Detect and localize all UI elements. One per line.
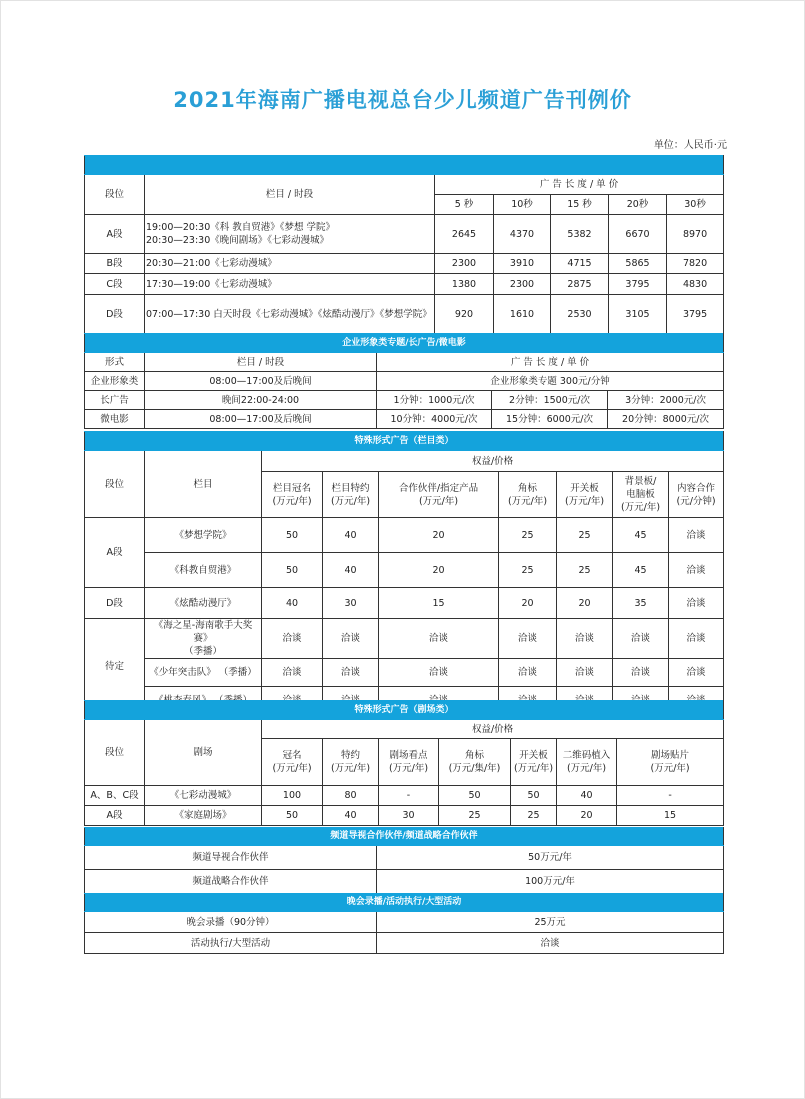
header-length: 广 告 长 度 / 单 价 bbox=[377, 353, 724, 372]
value-cell: 50 bbox=[439, 786, 511, 806]
value-cell: 30 bbox=[379, 806, 439, 826]
header-segment: 段位 bbox=[85, 720, 145, 786]
value-cell: 洽谈 bbox=[669, 518, 724, 553]
header-col: 合作伙伴/指定产品 (万元/年) bbox=[379, 472, 499, 518]
value-cell: 洽谈 bbox=[379, 619, 499, 659]
price-cell: 3795 bbox=[609, 274, 667, 295]
table-row bbox=[85, 410, 724, 429]
value-cell: 洽谈 bbox=[557, 659, 613, 687]
header-col: 冠名 (万元/年) bbox=[262, 739, 323, 786]
label-cell: 频道战略合作伙伴 bbox=[85, 870, 377, 894]
price-cell: 1380 bbox=[435, 274, 494, 295]
value-cell: 20 bbox=[557, 806, 617, 826]
header-col: 剧场看点 (万元/年) bbox=[379, 739, 439, 786]
table-row bbox=[85, 518, 724, 553]
value-cell: 洽谈 bbox=[669, 619, 724, 659]
header-segment: 段位 bbox=[85, 175, 145, 215]
section-band: 晚会录播/活动执行/大型活动 bbox=[85, 894, 724, 912]
segment-cell: A段 bbox=[85, 215, 145, 254]
section-band: 企业形象类专题/长广告/微电影 bbox=[85, 334, 724, 353]
value-cell: 洽谈 bbox=[499, 619, 557, 659]
header-duration: 10秒 bbox=[494, 195, 551, 215]
time-cell: 晚间22:00-24:00 bbox=[145, 391, 377, 410]
value-cell: 25 bbox=[499, 518, 557, 553]
segment-cell: D段 bbox=[85, 295, 145, 334]
value-cell: 100万元/年 bbox=[377, 870, 724, 894]
header-duration: 15 秒 bbox=[551, 195, 609, 215]
value-cell: 25 bbox=[499, 553, 557, 588]
table-row bbox=[85, 619, 724, 659]
header-rights: 权益/价格 bbox=[262, 451, 724, 472]
value-cell: 80 bbox=[323, 786, 379, 806]
table-row bbox=[85, 254, 724, 274]
header-col: 背景板/ 电脑板 (万元/年) bbox=[613, 472, 669, 518]
price-cell: 2530 bbox=[551, 295, 609, 334]
events-table bbox=[84, 893, 724, 954]
value-cell: 15 bbox=[379, 588, 499, 619]
table-row bbox=[85, 846, 724, 870]
table-row bbox=[85, 659, 724, 687]
price-cell: 10分钟：4000元/次 bbox=[377, 410, 492, 429]
value-cell: 洽谈 bbox=[262, 659, 323, 687]
value-cell: 50 bbox=[262, 518, 323, 553]
value-cell: 洽谈 bbox=[557, 619, 613, 659]
value-cell: 25万元 bbox=[377, 912, 724, 933]
table-row bbox=[85, 553, 724, 588]
section-band: 特殊形式广告（栏目类） bbox=[85, 432, 724, 451]
table-row bbox=[85, 806, 724, 826]
price-cell: 1610 bbox=[494, 295, 551, 334]
program-cell: 《少年突击队》 （季播） bbox=[145, 659, 262, 687]
value-cell: 40 bbox=[323, 553, 379, 588]
program-line: 20:30—23:30《晚间剧场》《七彩动漫城》 bbox=[146, 235, 330, 246]
value-cell: 洽谈 bbox=[379, 659, 499, 687]
form-cell: 企业形象类 bbox=[85, 372, 145, 391]
value-cell: 100 bbox=[262, 786, 323, 806]
currency-unit: 单位：人民币·元 bbox=[653, 140, 727, 151]
value-cell: 25 bbox=[557, 553, 613, 588]
label-cell: 晚会录播（90分钟） bbox=[85, 912, 377, 933]
program-cell: 《科教自贸港》 bbox=[145, 553, 262, 588]
time-cell: 08:00—17:00及后晚间 bbox=[145, 410, 377, 429]
special-program-ads-table bbox=[84, 431, 724, 715]
section-band bbox=[85, 156, 724, 175]
price-cell: 920 bbox=[435, 295, 494, 334]
price-cell: 5865 bbox=[609, 254, 667, 274]
time-cell: 08:00—17:00及后晚间 bbox=[145, 372, 377, 391]
table-row bbox=[85, 588, 724, 619]
value-cell: - bbox=[379, 786, 439, 806]
header-program: 栏目 / 时段 bbox=[145, 353, 377, 372]
segment-cell: B段 bbox=[85, 254, 145, 274]
price-cell: 2300 bbox=[494, 274, 551, 295]
price-cell: 4370 bbox=[494, 215, 551, 254]
table-row bbox=[85, 274, 724, 295]
price-cell: 3105 bbox=[609, 295, 667, 334]
value-cell: 洽谈 bbox=[613, 659, 669, 687]
header-duration: 5 秒 bbox=[435, 195, 494, 215]
value-cell: 35 bbox=[613, 588, 669, 619]
header-col: 角标 (万元/年) bbox=[499, 472, 557, 518]
table-row bbox=[85, 372, 724, 391]
segment-cell: C段 bbox=[85, 274, 145, 295]
header-theater: 剧场 bbox=[145, 720, 262, 786]
table-row bbox=[85, 912, 724, 933]
value-cell: 洽谈 bbox=[669, 588, 724, 619]
program-cell: 17:30—19:00《七彩动漫城》 bbox=[145, 274, 435, 295]
price-cell: 2分钟：1500元/次 bbox=[492, 391, 608, 410]
value-cell: 40 bbox=[557, 786, 617, 806]
value-cell: 50 bbox=[262, 553, 323, 588]
theater-cell: 《家庭剧场》 bbox=[145, 806, 262, 826]
value-cell: 45 bbox=[613, 553, 669, 588]
header-program: 栏目 bbox=[145, 451, 262, 518]
form-cell: 长广告 bbox=[85, 391, 145, 410]
value-cell: 洽谈 bbox=[377, 933, 724, 954]
price-cell: 5382 bbox=[551, 215, 609, 254]
value-cell: 洽谈 bbox=[499, 659, 557, 687]
header-duration: 20秒 bbox=[609, 195, 667, 215]
value-cell: 25 bbox=[511, 806, 557, 826]
segment-cell: A、B、C段 bbox=[85, 786, 145, 806]
value-cell: 20 bbox=[499, 588, 557, 619]
label-cell: 频道导视合作伙伴 bbox=[85, 846, 377, 870]
value-cell: 洽谈 bbox=[669, 553, 724, 588]
value-cell: 40 bbox=[323, 518, 379, 553]
price-cell: 2875 bbox=[551, 274, 609, 295]
value-cell: 30 bbox=[323, 588, 379, 619]
header-col: 栏目冠名 (万元/年) bbox=[262, 472, 323, 518]
special-theater-ads-table bbox=[84, 700, 724, 826]
price-cell: 2300 bbox=[435, 254, 494, 274]
header-col: 剧场贴片 (万元/年) bbox=[617, 739, 724, 786]
value-cell: - bbox=[617, 786, 724, 806]
value-cell: 15 bbox=[617, 806, 724, 826]
price-cell: 3795 bbox=[667, 295, 724, 334]
header-col: 开关板 (万元/年) bbox=[557, 472, 613, 518]
table-row bbox=[85, 933, 724, 954]
form-cell: 微电影 bbox=[85, 410, 145, 429]
price-cell: 4715 bbox=[551, 254, 609, 274]
value-cell: 45 bbox=[613, 518, 669, 553]
table-row bbox=[85, 391, 724, 410]
program-cell: 20:30—21:00《七彩动漫城》 bbox=[145, 254, 435, 274]
table-row bbox=[85, 870, 724, 894]
value-cell: 洽谈 bbox=[669, 659, 724, 687]
value-cell: 50万元/年 bbox=[377, 846, 724, 870]
price-cell: 2645 bbox=[435, 215, 494, 254]
channel-partner-table bbox=[84, 827, 724, 894]
value-cell: 洽谈 bbox=[323, 659, 379, 687]
header-segment: 段位 bbox=[85, 451, 145, 518]
table-row bbox=[85, 295, 724, 334]
program-cell: 《梦想学院》 bbox=[145, 518, 262, 553]
theater-cell: 《七彩动漫城》 bbox=[145, 786, 262, 806]
label-cell: 活动执行/大型活动 bbox=[85, 933, 377, 954]
header-form: 形式 bbox=[85, 353, 145, 372]
value-cell: 洽谈 bbox=[262, 619, 323, 659]
price-cell: 1分钟：1000元/次 bbox=[377, 391, 492, 410]
value-cell: 20 bbox=[379, 553, 499, 588]
table-row bbox=[85, 215, 724, 254]
price-cell: 6670 bbox=[609, 215, 667, 254]
program-cell: 《海之星-海南歌手大奖赛》 （季播） bbox=[145, 619, 262, 659]
header-program: 栏目 / 时段 bbox=[145, 175, 435, 215]
segment-cell: A段 bbox=[85, 806, 145, 826]
value-cell: 50 bbox=[511, 786, 557, 806]
header-col: 开关板 (万元/年) bbox=[511, 739, 557, 786]
segment-cell: 待定 bbox=[85, 619, 145, 715]
segment-cell: A段 bbox=[85, 518, 145, 588]
header-col: 内容合作 (元/分钟) bbox=[669, 472, 724, 518]
value-cell: 洽谈 bbox=[613, 619, 669, 659]
price-cell: 20分钟：8000元/次 bbox=[608, 410, 724, 429]
header-duration: 30秒 bbox=[667, 195, 724, 215]
page-title: 2021年海南广播电视总台少儿频道广告刊例价 bbox=[173, 88, 632, 112]
value-cell: 20 bbox=[557, 588, 613, 619]
table-row bbox=[85, 786, 724, 806]
section-band: 特殊形式广告（剧场类） bbox=[85, 701, 724, 720]
price-cell: 3分钟：2000元/次 bbox=[608, 391, 724, 410]
regular-ads-table bbox=[84, 155, 724, 334]
program-cell: 07:00—17:30 白天时段《七彩动漫城》《炫酷动漫厅》《梦想学院》 bbox=[145, 295, 435, 334]
header-rights: 权益/价格 bbox=[262, 720, 724, 739]
price-cell: 15分钟：6000元/次 bbox=[492, 410, 608, 429]
value-cell: 洽谈 bbox=[323, 619, 379, 659]
price-cell: 7820 bbox=[667, 254, 724, 274]
value-cell: 20 bbox=[379, 518, 499, 553]
price-cell: 企业形象类专题 300元/分钟 bbox=[377, 372, 724, 391]
value-cell: 25 bbox=[557, 518, 613, 553]
program-line: 19:00—20:30《科 教自贸港》《梦想 学院》 bbox=[146, 222, 336, 233]
corporate-ads-table bbox=[84, 333, 724, 429]
section-band: 频道导视合作伙伴/频道战略合作伙伴 bbox=[85, 828, 724, 846]
value-cell: 50 bbox=[262, 806, 323, 826]
price-cell: 4830 bbox=[667, 274, 724, 295]
header-col: 特约 (万元/年) bbox=[323, 739, 379, 786]
price-cell: 3910 bbox=[494, 254, 551, 274]
price-cell: 8970 bbox=[667, 215, 724, 254]
segment-cell: D段 bbox=[85, 588, 145, 619]
program-cell bbox=[145, 215, 435, 254]
value-cell: 40 bbox=[323, 806, 379, 826]
header-length: 广 告 长 度 / 单 价 bbox=[435, 175, 724, 195]
header-col: 栏目特约 (万元/年) bbox=[323, 472, 379, 518]
header-col: 二维码植入 (万元/年) bbox=[557, 739, 617, 786]
header-col: 角标 (万元/集/年) bbox=[439, 739, 511, 786]
value-cell: 40 bbox=[262, 588, 323, 619]
value-cell: 25 bbox=[439, 806, 511, 826]
program-cell: 《炫酷动漫厅》 bbox=[145, 588, 262, 619]
